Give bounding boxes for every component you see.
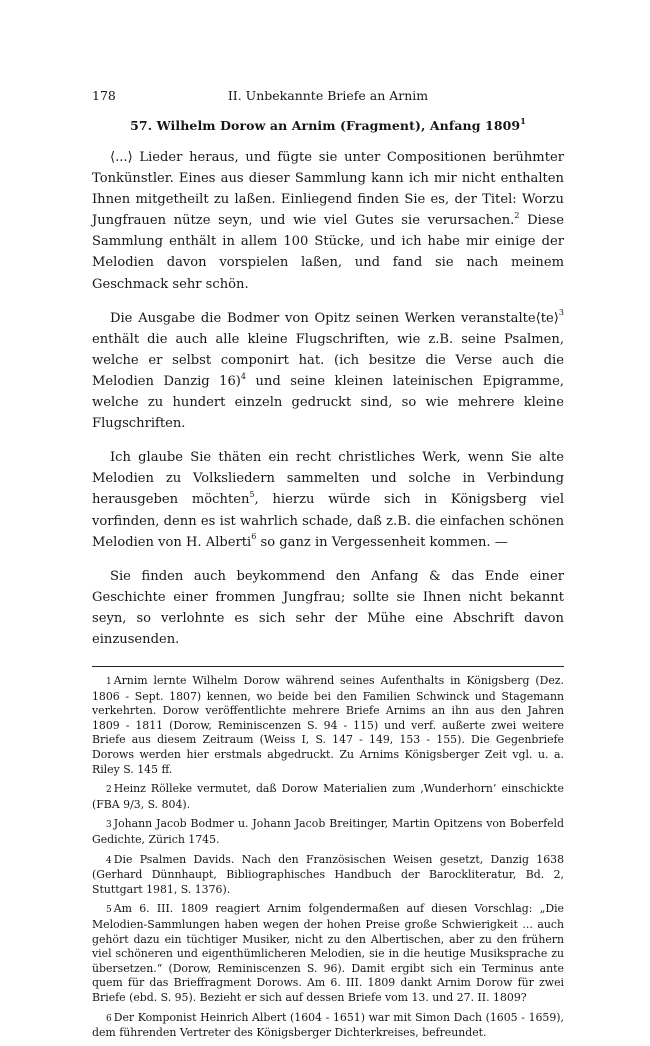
- letter-paragraph: [92, 147, 564, 295]
- paragraph-text: Sie finden auch beykommend den Anfang & das Ende einer Geschichte einer frommen Jungfrau; sollte sie Ihnen nicht bekannt seyn, so verlohnte es sich sehr der Mühe eine Abschrift davon einzusenden.: [92, 568, 564, 647]
- letter-body: [92, 147, 564, 650]
- footnote: [92, 902, 564, 1005]
- letter-title-text: 57. Wilhelm Dorow an Arnim (Fragment), Anfang 1809: [130, 118, 521, 133]
- footnote-ref: 5: [249, 490, 255, 500]
- paragraph-text: , hierzu würde sich in Königsberg viel vorfinden, denn es ist wahrlich schade, daß z.B. die einfachen schönen Melodien von H. Alberti: [92, 492, 565, 550]
- footnote: [92, 853, 564, 898]
- footnote-rule: [92, 666, 564, 667]
- footnote-text: Am 6. III. 1809 reagiert Arnim folgendermaßen auf diesen Vorschlag: „Die Melodien-Sammlungen haben wegen der hohen Preise große Schwierigkeit ... auch gehört dazu ein tüchtiger Musiker, nicht zu den Albertischen, aber zu den frühern viel schöneren und eigenthümlicheren Melodien, sie in die heutige Musiksprache zu übersetzen.“ (Dorow, Reminiscenzen S. 96). Damit ergibt sich ein Terminus ante quem für das Brieffragment Dorows. Am 6. III. 1809 dankt Arnim Dorow für zwei Briefe (ebd. S. 95). Bezieht er sich auf dessen Briefe vom 13. und 27. II. 1809?: [92, 902, 564, 1004]
- paragraph-text: ⟨...⟩ Lieder heraus, und fügte sie unter Compositionen berühmter Tonkünstler. Eines aus dieser Sammlung kann ich mir nicht enthalten Ihnen mitgetheilt zu laßen. Einliegend finden Sie es, der Titel: Worzu Jungfrauen nütze seyn, und wie viel Gutes sie verursachen.: [92, 150, 564, 229]
- running-header: [92, 88, 564, 108]
- footnote-ref: 2: [514, 210, 520, 220]
- footnote-number: 4: [106, 855, 112, 866]
- footnote-ref: 4: [240, 371, 247, 381]
- paragraph-text: Diese Sammlung enthält in allem 100 Stücke, und ich habe mir einige der Melodien davon vorspielen laßen, und fand sie nach meinem Geschmack sehr schön.: [92, 213, 564, 292]
- footnote-text: Arnim lernte Wilhelm Dorow während seines Aufenthalts in Königsberg (Dez. 1806 - Sept. 1807) kennen, wo beide bei den Familien Schwinck und Stagemann verkehrten. Dorow veröffentlichte mehrere Briefe Arnims an ihn aus den Jahren 1809 - 1811 (Dorow, Reminiscenzen S. 94 - 115) und verf. außerte zwei weitere Briefe aus diesem Zeitraum (Weiss I, S. 147 - 149, 153 - 155). Die Gegenbriefe Dorows werden hier erstmals abgedruckt. Zu Arnims Königsberger Zeit vgl. u. a. Riley S. 145 ff.: [92, 674, 564, 776]
- footnote-number: 6: [106, 1013, 112, 1024]
- paragraph-text: Die Ausgabe die Bodmer von Opitz seinen Werken veranstalte⟨te⟩: [110, 310, 559, 326]
- footnote: [92, 782, 564, 812]
- letter-title: [92, 115, 564, 133]
- paragraph-text: so ganz in Vergessenheit kommen. —: [256, 534, 508, 550]
- footnote-number: 2: [106, 785, 112, 796]
- letter-paragraph: [92, 308, 564, 435]
- footnote-text: Johann Jacob Bodmer u. Johann Jacob Breitinger, Martin Opitzens von Boberfeld Gedichte, Zürich 1745.: [92, 817, 564, 846]
- footnote-number: 1: [106, 677, 112, 688]
- paragraph-text: Ich glaube Sie thäten ein recht christliches Werk, wenn Sie alte Melodien zu Volksliedern sammelten und solche in Verbindung herausgeben möchten: [92, 450, 564, 508]
- footnote-ref: 3: [558, 308, 564, 318]
- footnote: [92, 674, 564, 777]
- footnote-text: Heinz Rölleke vermutet, daß Dorow Materialien zum ‚Wunderhorn‘ einschickte (FBA 9/3, S. 804).: [92, 782, 564, 811]
- footnotes: [92, 674, 564, 1041]
- footnote-text: Die Psalmen Davids. Nach den Französischen Weisen gesetzt, Danzig 1638 (Gerhard Dünnhaupt, Bibliographisches Handbuch der Barockliteratur, Bd. 2, Stuttgart 1981, S. 1376).: [92, 852, 564, 896]
- footnote-number: 3: [106, 820, 112, 831]
- paragraph-text: enthält die auch alle kleine Flugschriften, wie z.B. seine Psalmen, welche er selbst componirt hat. (ich besitze die Verse auch die Melodien Danzig 16): [92, 331, 564, 389]
- letter-title-note: 1: [520, 115, 526, 126]
- book-page: [92, 88, 564, 1046]
- page-number: 178: [92, 88, 116, 103]
- letter-paragraph: [92, 447, 564, 552]
- footnote: [92, 1011, 564, 1041]
- footnote-ref: 6: [251, 532, 257, 542]
- footnote: [92, 817, 564, 847]
- letter-paragraph: [92, 566, 564, 650]
- running-title: II. Unbekannte Briefe an Arnim: [227, 88, 429, 103]
- footnote-number: 5: [106, 905, 112, 916]
- footnote-text: Der Komponist Heinrich Albert (1604 - 1651) war mit Simon Dach (1605 - 1659), dem führenden Vertreter des Königsberger Dichterkreises, befreundet.: [92, 1010, 564, 1040]
- paragraph-text: und seine kleinen lateinischen Epigramme, welche zu hundert einzeln gedruckt sind, so wie mehrere kleine Flugschriften.: [92, 373, 564, 432]
